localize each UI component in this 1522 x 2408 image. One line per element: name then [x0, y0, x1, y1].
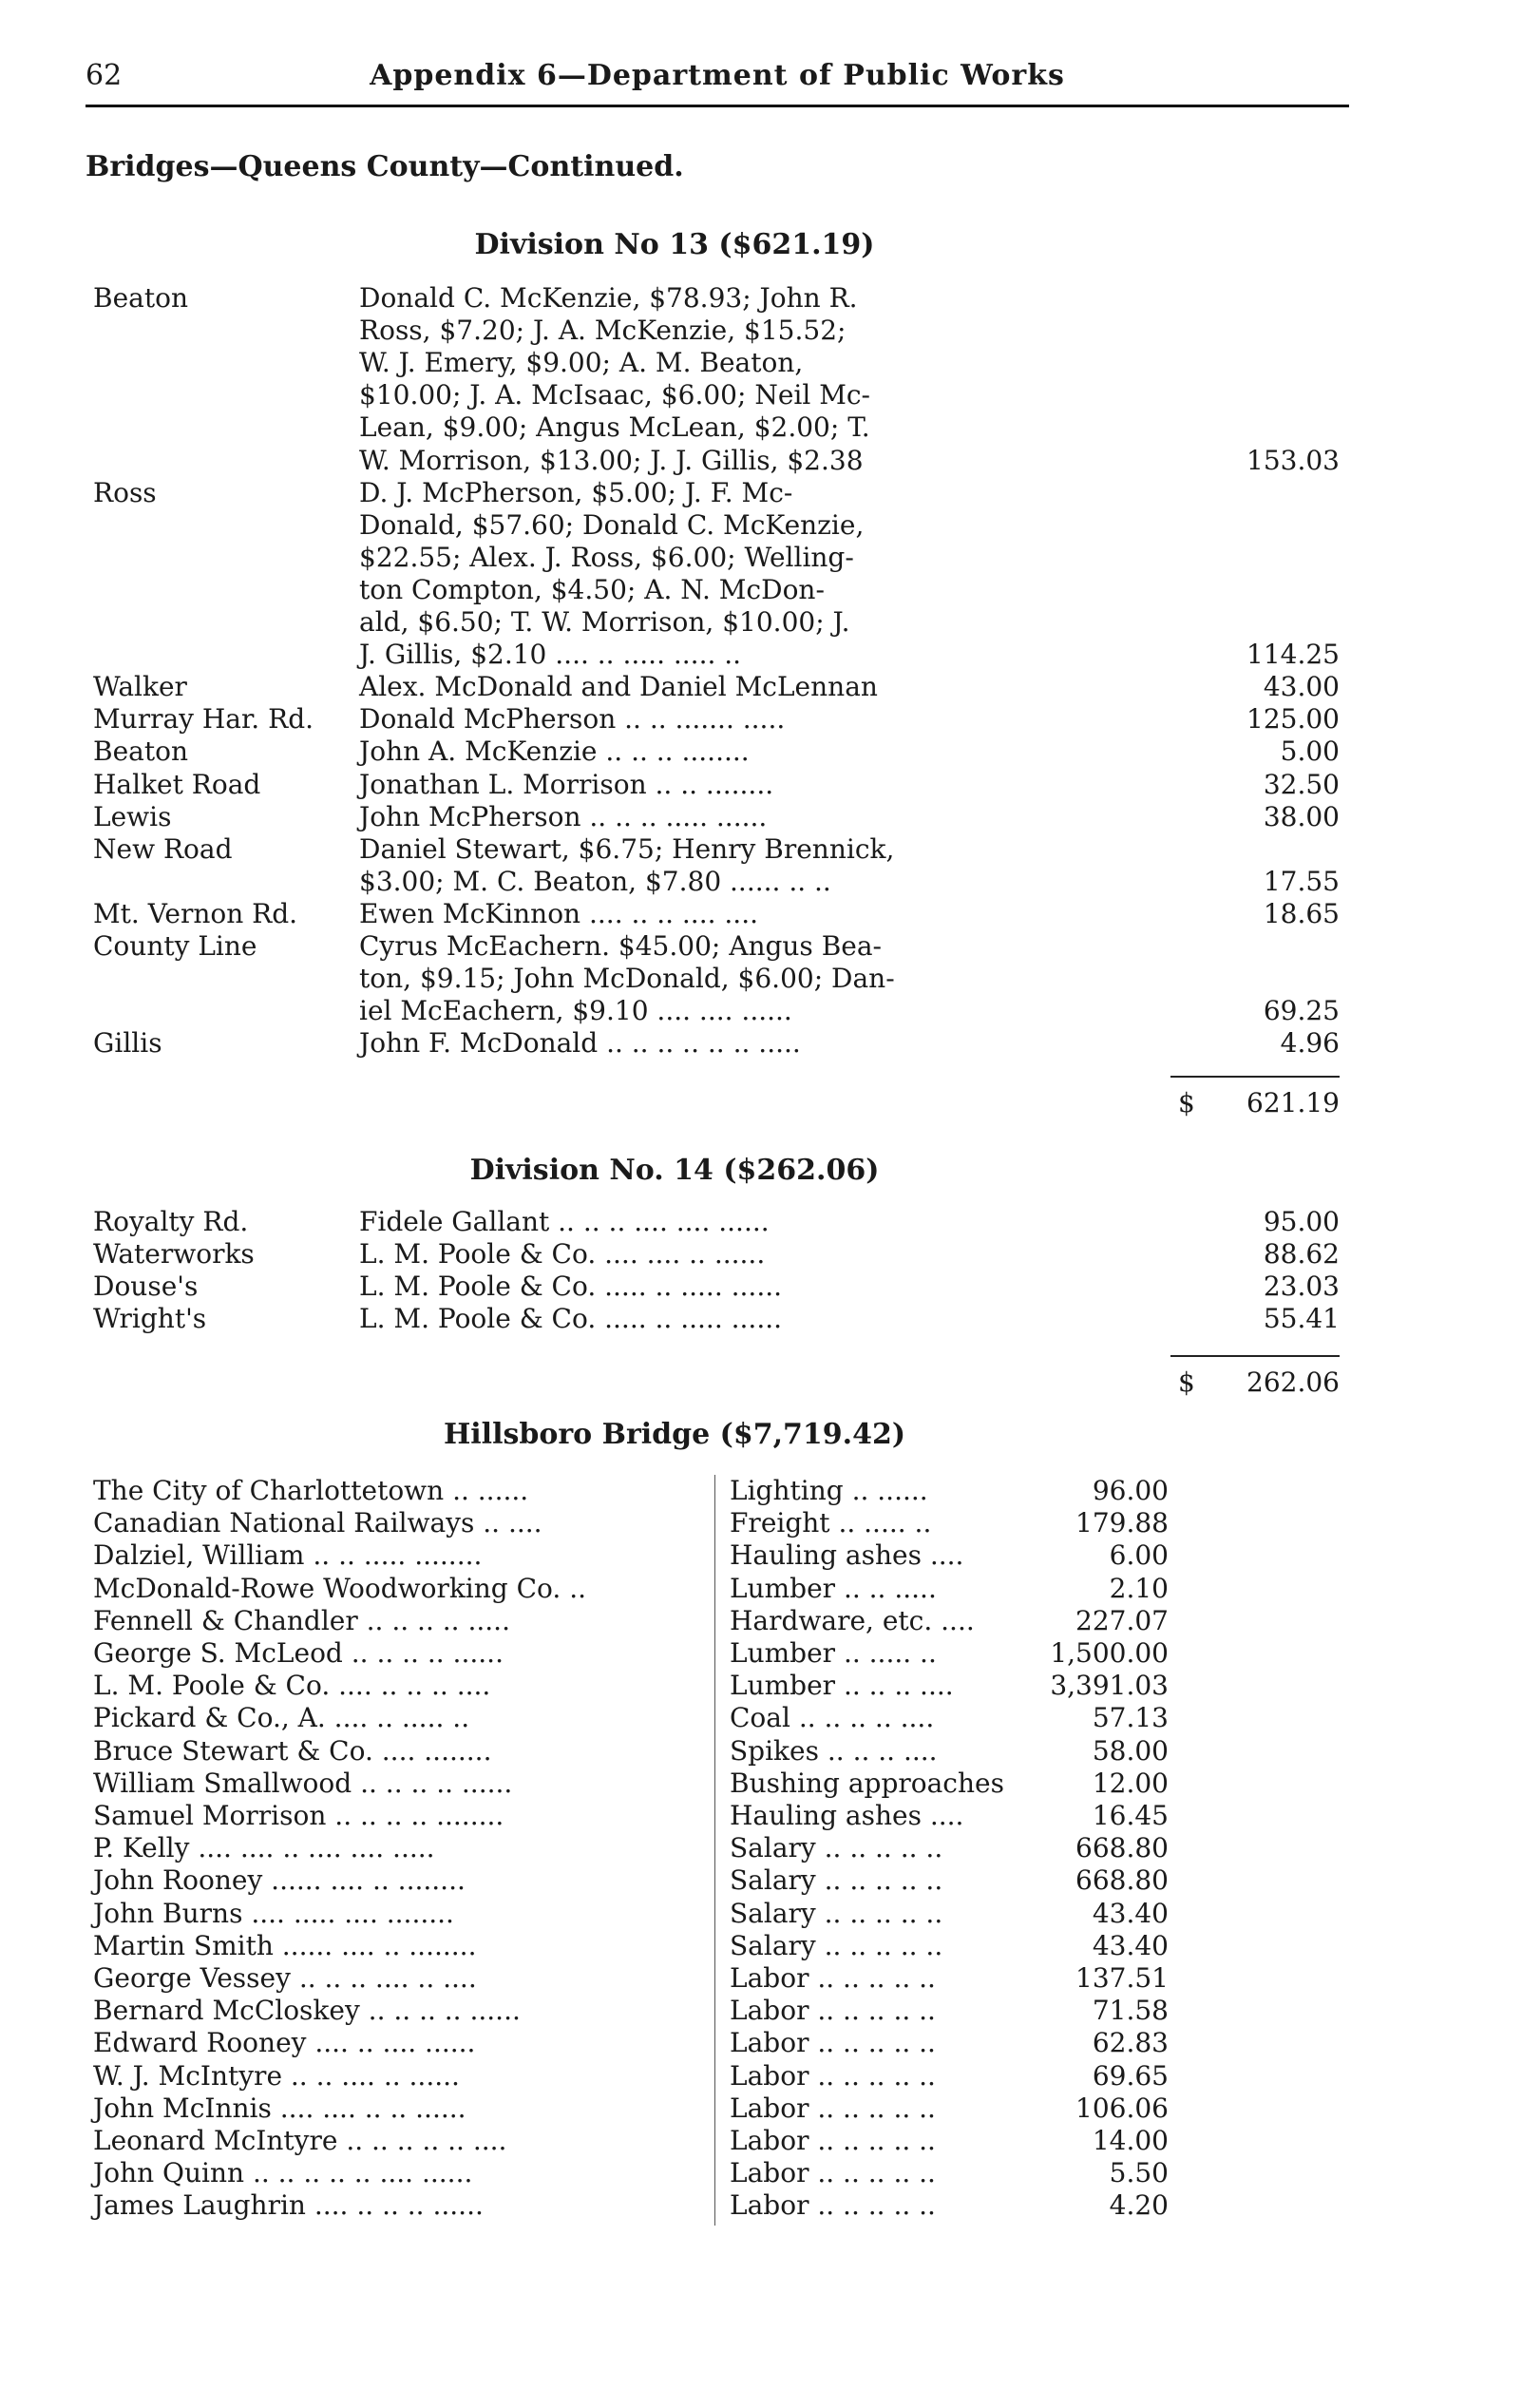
payee-cell: John Burns .... ..... .... ........ — [93, 1897, 454, 1929]
payee-cell: Edward Rooney .... .. .... ...... — [93, 2027, 476, 2059]
item-cell: Lumber .. .. .. .... — [730, 1670, 954, 1702]
amount-cell: 43.40 — [1092, 1897, 1169, 1929]
description-cell: Donald McPherson .. .. ....... ..... — [359, 703, 786, 736]
amount-cell: 227.07 — [1075, 1604, 1169, 1636]
item-cell: Labor .. .. .. .. .. — [730, 2027, 936, 2059]
page-header — [86, 57, 1349, 107]
amount-cell: 14.00 — [1092, 2125, 1169, 2156]
location-cell: Beaton — [93, 282, 188, 314]
item-cell: Hardware, etc. .... — [730, 1604, 975, 1636]
payee-cell: Canadian National Railways .. .... — [93, 1507, 542, 1539]
description-cell: J. Gillis, $2.10 .... .. ..... ..... .. — [359, 639, 742, 671]
location-cell: Douse's — [93, 1271, 199, 1302]
description-cell: iel McEachern, $9.10 .... .... ...... — [359, 995, 792, 1027]
location-cell: Ross — [93, 476, 157, 508]
payee-cell: The City of Charlottetown .. ...... — [93, 1475, 529, 1506]
amount-cell: 668.80 — [1075, 1832, 1169, 1864]
description-cell: W. Morrison, $13.00; J. J. Gillis, $2.38 — [359, 444, 864, 476]
item-cell: Hauling ashes .... — [730, 1539, 964, 1572]
amount-cell: 32.50 — [1263, 768, 1340, 800]
description-cell: Daniel Stewart, $6.75; Henry Brennick, — [359, 832, 895, 865]
amount-cell: 43.00 — [1263, 671, 1340, 703]
payee-cell: P. Kelly .... .... .. .... .... ..... — [93, 1832, 435, 1864]
payee-cell: George S. McLeod .. .. .. .. ...... — [93, 1637, 504, 1669]
amount-cell: 43.40 — [1092, 1929, 1169, 1961]
description-cell: Alex. McDonald and Daniel McLennan — [359, 671, 878, 703]
location-cell: Mt. Vernon Rd. — [93, 897, 298, 929]
amount-cell: 55.41 — [1263, 1303, 1340, 1334]
amount-cell: 106.06 — [1075, 2092, 1169, 2124]
amount-cell: 3,391.03 — [1050, 1670, 1169, 1702]
item-cell: Salary .. .. .. .. .. — [730, 1897, 943, 1929]
description-cell: John McPherson .. .. .. ..... ...... — [359, 800, 768, 832]
amount-cell: 62.83 — [1092, 2027, 1169, 2059]
payee-cell: McDonald-Rowe Woodworking Co. .. — [93, 1572, 586, 1604]
item-cell: Lumber .. .. ..... — [730, 1572, 937, 1604]
description-cell: $3.00; M. C. Beaton, $7.80 ...... .. .. — [359, 865, 831, 897]
amount-cell: 153.03 — [1246, 444, 1340, 476]
amount-cell: 17.55 — [1263, 865, 1340, 897]
item-cell: Bushing approaches — [730, 1767, 1004, 1799]
location-cell: Walker — [93, 671, 187, 703]
item-cell: Freight .. ..... .. — [730, 1507, 932, 1539]
column-separator — [714, 1475, 715, 2226]
running-title: Appendix 6—Department of Public Works — [370, 59, 1065, 92]
item-cell: Spikes .. .. .. .... — [730, 1734, 938, 1767]
description-cell: Ross, $7.20; J. A. McKenzie, $15.52; — [359, 315, 847, 347]
amount-cell: 6.00 — [1109, 1539, 1169, 1572]
item-cell: Labor .. .. .. .. .. — [730, 1962, 936, 1994]
item-cell: Coal .. .. .. .. .... — [730, 1702, 935, 1734]
location-cell: Waterworks — [93, 1238, 255, 1270]
description-cell: L. M. Poole & Co. ..... .. ..... ...... — [359, 1303, 783, 1334]
location-cell: Royalty Rd. — [93, 1206, 249, 1237]
payee-cell: James Laughrin .... .. .. .. ...... — [93, 2189, 484, 2222]
amount-cell: 1,500.00 — [1050, 1637, 1169, 1669]
amount-cell: 96.00 — [1092, 1475, 1169, 1506]
item-cell: Labor .. .. .. .. .. — [730, 2189, 936, 2222]
payee-cell: Dalziel, William .. .. ..... ........ — [93, 1539, 483, 1572]
location-cell: Halket Road — [93, 768, 261, 800]
page-number: 62 — [86, 59, 123, 92]
amount-cell: 179.88 — [1075, 1507, 1169, 1539]
location-cell: Lewis — [93, 800, 172, 832]
location-cell: County Line — [93, 930, 257, 962]
item-cell: Labor .. .. .. .. .. — [730, 2059, 936, 2092]
amount-cell: 38.00 — [1263, 800, 1340, 832]
amount-cell: 23.03 — [1263, 1271, 1340, 1302]
payee-cell: George Vessey .. .. .. .... .. .... — [93, 1962, 477, 1994]
amount-cell: 16.45 — [1092, 1800, 1169, 1831]
payee-cell: Samuel Morrison .. .. .. .. ........ — [93, 1800, 504, 1831]
payee-cell: L. M. Poole & Co. .... .. .. .. .... — [93, 1670, 491, 1702]
amount-cell: 137.51 — [1075, 1962, 1169, 1994]
amount-cell: 69.65 — [1092, 2059, 1169, 2092]
item-cell: Hauling ashes .... — [730, 1800, 964, 1831]
hillsboro-heading: Hillsboro Bridge ($7,719.42) — [443, 1418, 906, 1451]
amount-cell: 69.25 — [1263, 995, 1340, 1027]
payee-cell: W. J. McIntyre .. .. .... .. ...... — [93, 2059, 460, 2092]
description-cell: ald, $6.50; T. W. Morrison, $10.00; J. — [359, 606, 850, 638]
description-cell: Fidele Gallant .. .. .. .... .... ...... — [359, 1206, 770, 1237]
amount-cell: 18.65 — [1263, 897, 1340, 929]
description-cell: Donald, $57.60; Donald C. McKenzie, — [359, 508, 865, 541]
amount-cell: 58.00 — [1092, 1734, 1169, 1767]
amount-cell: 2.10 — [1109, 1572, 1169, 1604]
division-13-heading: Division No 13 ($621.19) — [474, 228, 875, 261]
section-title: Bridges—Queens County—Continued. — [86, 150, 684, 183]
division-14-total-value: 262.06 — [1246, 1366, 1340, 1398]
item-cell: Labor .. .. .. .. .. — [730, 2092, 936, 2124]
item-cell: Labor .. .. .. .. .. — [730, 1995, 936, 2027]
payee-cell: John Quinn .. .. .. .. .. .... ...... — [93, 2157, 473, 2189]
amount-cell: 125.00 — [1246, 703, 1340, 736]
payee-cell: John Rooney ...... .... .. ........ — [93, 1864, 466, 1897]
amount-cell: 57.13 — [1092, 1702, 1169, 1734]
description-cell: Lean, $9.00; Angus McLean, $2.00; T. — [359, 411, 870, 444]
item-cell: Labor .. .. .. .. .. — [730, 2157, 936, 2189]
description-cell: $10.00; J. A. McIsaac, $6.00; Neil Mc- — [359, 379, 871, 411]
description-cell: $22.55; Alex. J. Ross, $6.00; Welling- — [359, 541, 854, 573]
item-cell: Lumber .. ..... .. — [730, 1637, 937, 1669]
division-13-total-value: 621.19 — [1246, 1087, 1340, 1118]
amount-cell: 71.58 — [1092, 1995, 1169, 2027]
description-cell: ton, $9.15; John McDonald, $6.00; Dan- — [359, 963, 895, 995]
item-cell: Salary .. .. .. .. .. — [730, 1864, 943, 1897]
division-13-total-rule — [1170, 1076, 1340, 1078]
description-cell: L. M. Poole & Co. .... .... .. ...... — [359, 1238, 766, 1270]
division-14-heading: Division No. 14 ($262.06) — [469, 1154, 880, 1187]
amount-cell: 4.20 — [1109, 2189, 1169, 2222]
description-cell: W. J. Emery, $9.00; A. M. Beaton, — [359, 347, 804, 379]
description-cell: L. M. Poole & Co. ..... .. ..... ...... — [359, 1271, 783, 1302]
amount-cell: 5.00 — [1280, 736, 1340, 768]
amount-cell: 88.62 — [1263, 1238, 1340, 1270]
item-cell: Salary .. .. .. .. .. — [730, 1832, 943, 1864]
description-cell: John F. McDonald .. .. .. .. .. .. ..... — [359, 1027, 801, 1060]
description-cell: John A. McKenzie .. .. .. ........ — [359, 736, 750, 768]
description-cell: Donald C. McKenzie, $78.93; John R. — [359, 282, 858, 314]
item-cell: Labor .. .. .. .. .. — [730, 2125, 936, 2156]
description-cell: Ewen McKinnon .... .. .. .... .... — [359, 897, 758, 929]
payee-cell: Fennell & Chandler .. .. .. .. ..... — [93, 1604, 510, 1636]
item-cell: Lighting .. ...... — [730, 1475, 928, 1506]
description-cell: ton Compton, $4.50; A. N. McDon- — [359, 573, 825, 605]
payee-cell: John McInnis .... .... .. .. ...... — [93, 2092, 466, 2124]
dollar-sign: $ — [1178, 1366, 1195, 1398]
payee-cell: Pickard & Co., A. .... .. ..... .. — [93, 1702, 470, 1734]
division-14-total-rule — [1170, 1355, 1340, 1357]
amount-cell: 5.50 — [1109, 2157, 1169, 2189]
location-cell: New Road — [93, 832, 233, 865]
location-cell: Wright's — [93, 1303, 207, 1334]
location-cell: Murray Har. Rd. — [93, 703, 314, 736]
payee-cell: Leonard McIntyre .. .. .. .. .. .... — [93, 2125, 507, 2156]
item-cell: Salary .. .. .. .. .. — [730, 1929, 943, 1961]
amount-cell: 4.96 — [1280, 1027, 1340, 1060]
payee-cell: Martin Smith ...... .... .. ........ — [93, 1929, 477, 1961]
amount-cell: 95.00 — [1263, 1206, 1340, 1237]
payee-cell: Bernard McCloskey .. .. .. .. ...... — [93, 1995, 521, 2027]
amount-cell: 12.00 — [1092, 1767, 1169, 1799]
payee-cell: Bruce Stewart & Co. .... ........ — [93, 1734, 492, 1767]
payee-cell: William Smallwood .. .. .. .. ...... — [93, 1767, 513, 1799]
description-cell: Jonathan L. Morrison .. .. ........ — [359, 768, 774, 800]
location-cell: Beaton — [93, 736, 188, 768]
amount-cell: 668.80 — [1075, 1864, 1169, 1897]
dollar-sign: $ — [1178, 1087, 1195, 1118]
description-cell: Cyrus McEachern. $45.00; Angus Bea- — [359, 930, 883, 962]
location-cell: Gillis — [93, 1027, 162, 1060]
amount-cell: 114.25 — [1246, 639, 1340, 671]
description-cell: D. J. McPherson, $5.00; J. F. Mc- — [359, 476, 793, 508]
